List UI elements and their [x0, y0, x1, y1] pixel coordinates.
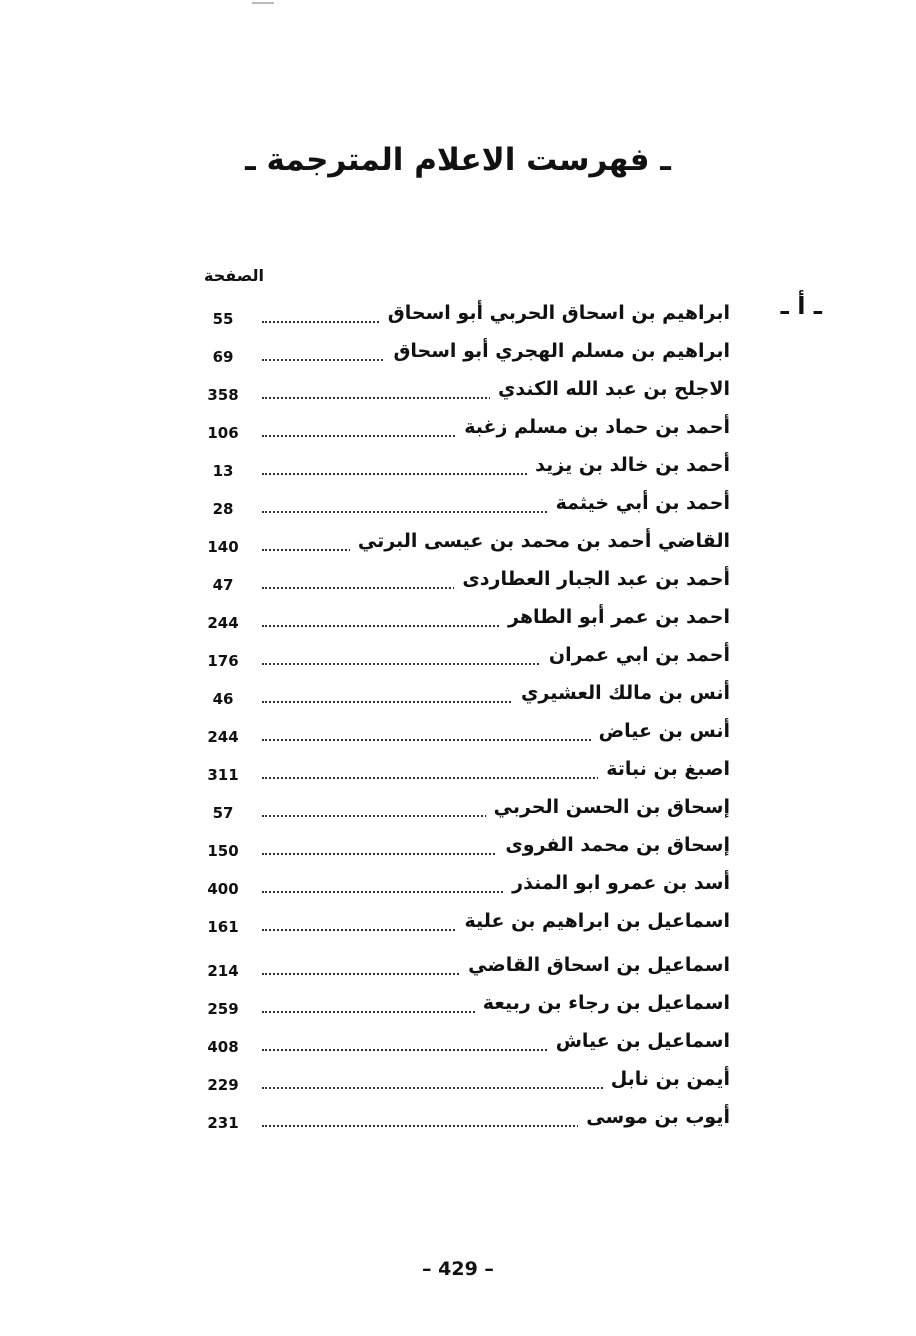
entry-name: إسحاق بن محمد الفروى: [497, 834, 730, 856]
entry-name: ابراهيم بن اسحاق الحربي أبو اسحاق: [380, 302, 730, 324]
index-entry: [200, 606, 730, 636]
index-entry: [200, 720, 730, 750]
entry-name: أحمد بن عبد الجبار العطاردى: [454, 568, 730, 590]
index-entry: [200, 568, 730, 598]
index-entry: [200, 872, 730, 902]
entry-name: أنس بن مالك العشيري: [513, 682, 730, 704]
index-entry: [200, 758, 730, 788]
entry-name: اصبغ بن نباتة: [598, 758, 730, 780]
entry-name: أحمد بن حماد بن مسلم زغبة: [456, 416, 730, 438]
entry-page-number: 55: [212, 310, 234, 328]
index-entry: [200, 954, 730, 984]
index-entry: [200, 910, 730, 940]
entry-page-number: 229: [207, 1076, 239, 1094]
index-entry: [200, 302, 730, 332]
entry-name: أيمن بن نابل: [603, 1068, 730, 1090]
index-entry: [200, 682, 730, 712]
entry-page-number: 13: [212, 462, 234, 480]
index-entry: [200, 530, 730, 560]
entry-name: أسد بن عمرو ابو المنذر: [504, 872, 730, 894]
index-entry: [200, 492, 730, 522]
entry-page-number: 57: [212, 804, 234, 822]
entry-page-number: 176: [207, 652, 239, 670]
entry-page-number: 358: [207, 386, 239, 404]
entry-name: أيوب بن موسى: [578, 1106, 730, 1128]
index-entry: [200, 644, 730, 674]
entry-page-number: 46: [212, 690, 234, 708]
entry-name: إسحاق بن الحسن الحربي: [486, 796, 730, 818]
entry-name: أحمد بن أبي خيثمة: [548, 492, 730, 514]
entry-name: اسماعيل بن رجاء بن ربيعة: [475, 992, 730, 1014]
index-entry: [200, 1068, 730, 1098]
entry-page-number: 140: [207, 538, 239, 556]
page-column-header: الصفحة: [204, 266, 265, 285]
entry-name: الاجلح بن عبد الله الكندي: [490, 378, 730, 400]
index-entry: [200, 416, 730, 446]
entry-page-number: 400: [207, 880, 239, 898]
index-entry: [200, 1106, 730, 1136]
entry-name: القاضي أحمد بن محمد بن عيسى البرتي: [350, 530, 730, 552]
index-entry: [200, 992, 730, 1022]
entry-page-number: 311: [207, 766, 239, 784]
entry-name: اسماعيل بن اسحاق القاضي: [460, 954, 730, 976]
scan-mark: [252, 2, 274, 4]
entry-name: اسماعيل بن ابراهيم بن علية: [456, 910, 730, 932]
entry-page-number: 47: [212, 576, 234, 594]
footer-page-number: – 429 –: [422, 1258, 494, 1280]
section-letter: ـ أ ـ: [780, 292, 822, 320]
entry-name: أحمد بن ابي عمران: [541, 644, 730, 666]
entry-page-number: 244: [207, 728, 239, 746]
entry-name: ابراهيم بن مسلم الهجري أبو اسحاق: [385, 340, 730, 362]
entry-name: أحمد بن خالد بن يزيد: [527, 454, 730, 476]
entry-page-number: 69: [212, 348, 234, 366]
entry-page-number: 408: [207, 1038, 239, 1056]
index-entry: [200, 834, 730, 864]
entry-page-number: 28: [212, 500, 234, 518]
entry-name: أنس بن عياض: [591, 720, 730, 742]
entry-name: احمد بن عمر أبو الطاهر: [500, 606, 730, 628]
entry-name: اسماعيل بن عياش: [548, 1030, 730, 1052]
entry-page-number: 150: [207, 842, 239, 860]
index-entry: [200, 454, 730, 484]
entry-page-number: 106: [207, 424, 239, 442]
entry-page-number: 244: [207, 614, 239, 632]
index-entry: [200, 340, 730, 370]
entry-page-number: 214: [207, 962, 239, 980]
index-entry: [200, 1030, 730, 1060]
entry-page-number: 259: [207, 1000, 239, 1018]
entry-page-number: 161: [207, 918, 239, 936]
index-entry: [200, 796, 730, 826]
page-title: ـ فهرست الاعلام المترجمة ـ: [245, 142, 671, 178]
index-entry: [200, 378, 730, 408]
entry-page-number: 231: [207, 1114, 239, 1132]
